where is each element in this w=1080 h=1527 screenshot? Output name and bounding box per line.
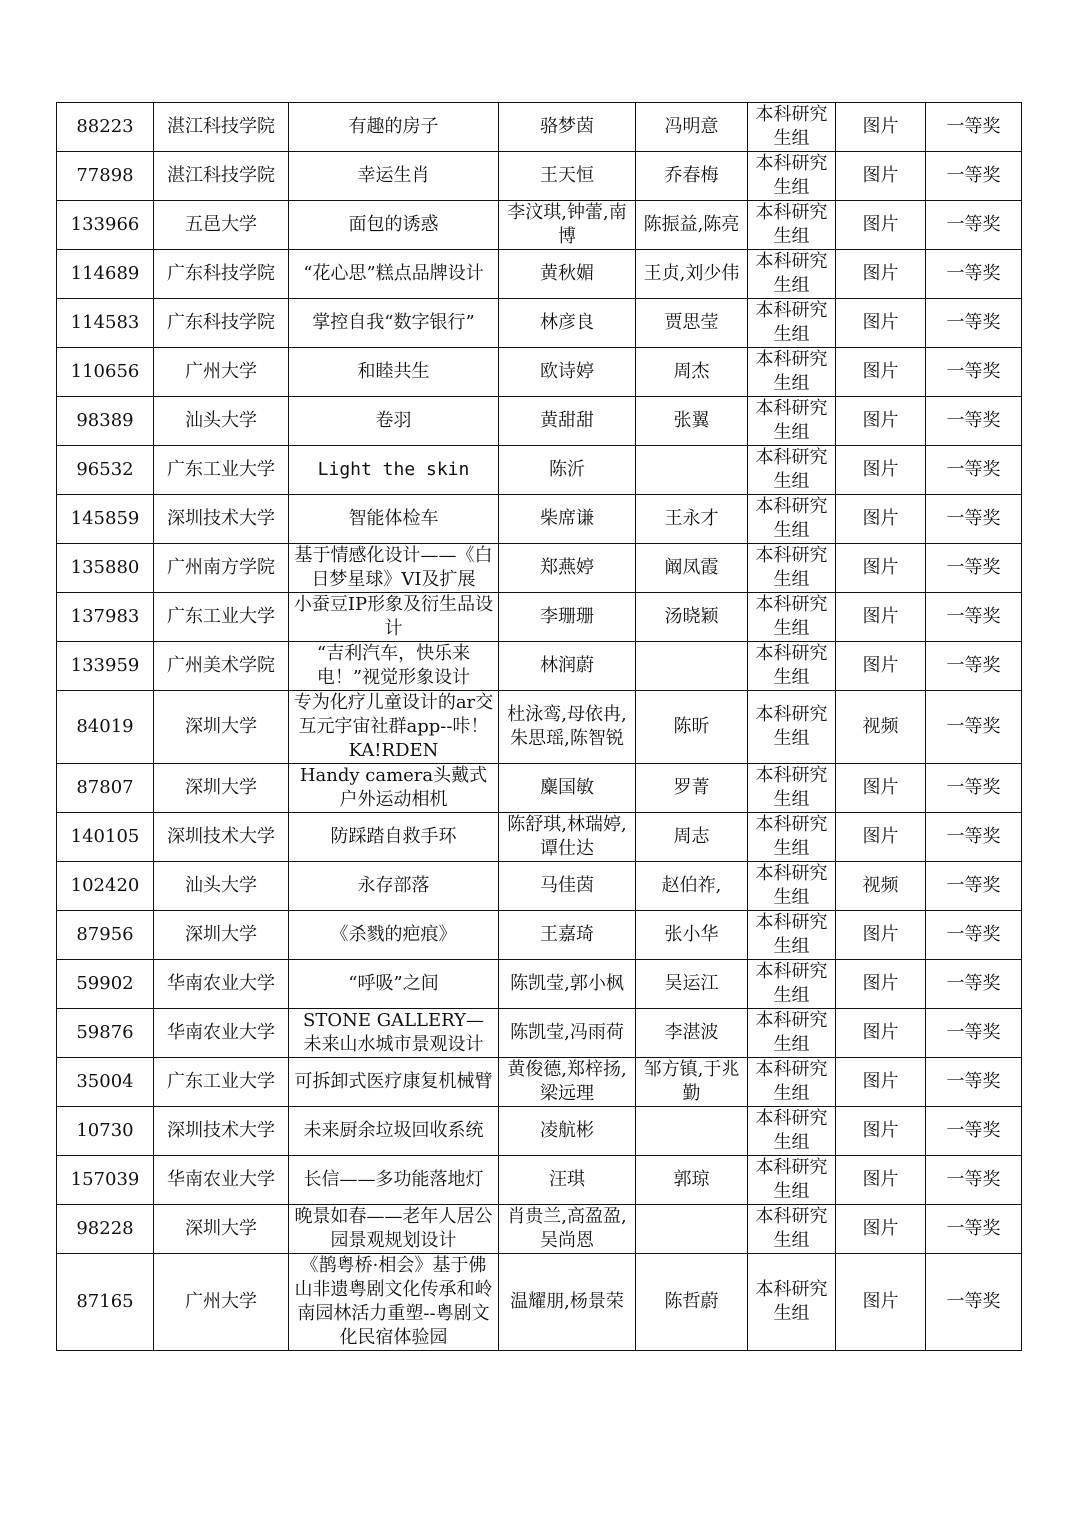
school: 深圳大学 [154,764,289,813]
school: 华南农业大学 [154,1009,289,1058]
advisor: 赵伯祚, [636,862,748,911]
advisor: 陈昕 [636,691,748,764]
authors: 骆梦茵 [499,103,636,152]
work-title: 防踩踏自救手环 [289,813,499,862]
school: 深圳技术大学 [154,1107,289,1156]
table-row [57,691,1022,764]
advisor: 吴运江 [636,960,748,1009]
category: 图片 [836,250,926,299]
authors: 王天恒 [499,152,636,201]
table-row [57,1156,1022,1205]
school: 广东工业大学 [154,593,289,642]
group: 本科研究生组 [748,691,836,764]
advisor: 郭琼 [636,1156,748,1205]
award: 一等奖 [926,397,1022,446]
authors: 黄甜甜 [499,397,636,446]
authors: 黄秋媚 [499,250,636,299]
award: 一等奖 [926,1254,1022,1351]
advisor: 阚凤霞 [636,544,748,593]
entry-id: 133966 [57,201,154,250]
school: 深圳技术大学 [154,495,289,544]
work-title: 可拆卸式医疗康复机械臂 [289,1058,499,1107]
advisor: 张小华 [636,911,748,960]
award: 一等奖 [926,544,1022,593]
work-title: 和睦共生 [289,348,499,397]
group: 本科研究生组 [748,862,836,911]
group: 本科研究生组 [748,495,836,544]
school: 汕头大学 [154,862,289,911]
entry-id: 157039 [57,1156,154,1205]
table-row [57,299,1022,348]
school: 深圳大学 [154,911,289,960]
entry-id: 98389 [57,397,154,446]
group: 本科研究生组 [748,764,836,813]
category: 图片 [836,911,926,960]
work-title: 面包的诱惑 [289,201,499,250]
school: 深圳大学 [154,691,289,764]
school: 广东工业大学 [154,1058,289,1107]
category: 图片 [836,1156,926,1205]
work-title: STONE GALLERY— 未来山水城市景观设计 [289,1009,499,1058]
school: 广州南方学院 [154,544,289,593]
category: 图片 [836,544,926,593]
group: 本科研究生组 [748,1058,836,1107]
group: 本科研究生组 [748,299,836,348]
category: 图片 [836,1205,926,1254]
entry-id: 87807 [57,764,154,813]
authors: 陈凯莹,冯雨荷 [499,1009,636,1058]
entry-id: 59876 [57,1009,154,1058]
entry-id: 59902 [57,960,154,1009]
work-title: 有趣的房子 [289,103,499,152]
table-row [57,642,1022,691]
group: 本科研究生组 [748,446,836,495]
advisor: 贾思莹 [636,299,748,348]
work-title: 幸运生肖 [289,152,499,201]
authors: 李珊珊 [499,593,636,642]
category: 图片 [836,299,926,348]
category: 图片 [836,152,926,201]
advisor: 陈振益,陈亮 [636,201,748,250]
work-title: 基于情感化设计——《白日梦星球》VI及扩展 [289,544,499,593]
work-title: Light the skin [289,446,499,495]
advisor [636,1205,748,1254]
school: 广东科技学院 [154,250,289,299]
school: 湛江科技学院 [154,152,289,201]
table-row [57,960,1022,1009]
category: 图片 [836,348,926,397]
award: 一等奖 [926,691,1022,764]
work-title: “呼吸”之间 [289,960,499,1009]
authors: 肖贵兰,高盈盈,吴尚恩 [499,1205,636,1254]
awards-table [56,102,1022,1351]
entry-id: 135880 [57,544,154,593]
category: 图片 [836,201,926,250]
group: 本科研究生组 [748,911,836,960]
award: 一等奖 [926,299,1022,348]
entry-id: 102420 [57,862,154,911]
entry-id: 98228 [57,1205,154,1254]
award: 一等奖 [926,593,1022,642]
group: 本科研究生组 [748,813,836,862]
work-title: 《鹊粤桥·相会》基于佛山非遗粤剧文化传承和岭南园林活力重塑--粤剧文化民宿体验园 [289,1254,499,1351]
advisor: 王永才 [636,495,748,544]
award: 一等奖 [926,862,1022,911]
authors: 温耀朋,杨景荣 [499,1254,636,1351]
table-row [57,397,1022,446]
group: 本科研究生组 [748,250,836,299]
entry-id: 77898 [57,152,154,201]
category: 图片 [836,642,926,691]
award: 一等奖 [926,495,1022,544]
table-row [57,813,1022,862]
authors: 李汶琪,钟蕾,南博 [499,201,636,250]
advisor: 冯明意 [636,103,748,152]
authors: 汪琪 [499,1156,636,1205]
award: 一等奖 [926,446,1022,495]
award: 一等奖 [926,1009,1022,1058]
group: 本科研究生组 [748,642,836,691]
category: 视频 [836,862,926,911]
award: 一等奖 [926,103,1022,152]
advisor: 张翼 [636,397,748,446]
advisor [636,1107,748,1156]
authors: 林彦良 [499,299,636,348]
group: 本科研究生组 [748,544,836,593]
entry-id: 35004 [57,1058,154,1107]
authors: 王嘉琦 [499,911,636,960]
table-row [57,544,1022,593]
work-title: “花心思”糕点品牌设计 [289,250,499,299]
category: 图片 [836,1107,926,1156]
award: 一等奖 [926,1156,1022,1205]
authors: 黄俊德,郑梓扬,梁远理 [499,1058,636,1107]
work-title: 晚景如春——老年人居公园景观规划设计 [289,1205,499,1254]
school: 深圳技术大学 [154,813,289,862]
work-title: 卷羽 [289,397,499,446]
entry-id: 87956 [57,911,154,960]
advisor: 乔春梅 [636,152,748,201]
advisor: 陈哲蔚 [636,1254,748,1351]
category: 图片 [836,1009,926,1058]
entry-id: 133959 [57,642,154,691]
work-title: 永存部落 [289,862,499,911]
advisor: 周志 [636,813,748,862]
table-row [57,593,1022,642]
authors: 马佳茵 [499,862,636,911]
table-row [57,1058,1022,1107]
award: 一等奖 [926,911,1022,960]
entry-id: 84019 [57,691,154,764]
work-title: 未来厨余垃圾回收系统 [289,1107,499,1156]
advisor: 汤晓颖 [636,593,748,642]
group: 本科研究生组 [748,152,836,201]
authors: 杜泳鸾,母依冉,朱思瑶,陈智锐 [499,691,636,764]
authors: 凌航彬 [499,1107,636,1156]
award: 一等奖 [926,1058,1022,1107]
table-row [57,495,1022,544]
entry-id: 10730 [57,1107,154,1156]
category: 图片 [836,764,926,813]
group: 本科研究生组 [748,960,836,1009]
authors: 欧诗婷 [499,348,636,397]
award: 一等奖 [926,764,1022,813]
award: 一等奖 [926,201,1022,250]
group: 本科研究生组 [748,1254,836,1351]
advisor: 邹方镇,于兆勤 [636,1058,748,1107]
advisor: 罗菁 [636,764,748,813]
authors: 麋国敏 [499,764,636,813]
category: 图片 [836,446,926,495]
table-row [57,764,1022,813]
authors: 郑燕婷 [499,544,636,593]
table-row [57,103,1022,152]
authors: 陈凯莹,郭小枫 [499,960,636,1009]
category: 图片 [836,813,926,862]
school: 广东工业大学 [154,446,289,495]
category: 图片 [836,1058,926,1107]
group: 本科研究生组 [748,1009,836,1058]
entry-id: 88223 [57,103,154,152]
work-title: 专为化疗儿童设计的ar交互元宇宙社群app--咔！KA!RDEN [289,691,499,764]
award: 一等奖 [926,152,1022,201]
entry-id: 137983 [57,593,154,642]
advisor [636,642,748,691]
award: 一等奖 [926,348,1022,397]
work-title: 智能体检车 [289,495,499,544]
table-row [57,1009,1022,1058]
award: 一等奖 [926,1107,1022,1156]
award: 一等奖 [926,250,1022,299]
category: 视频 [836,691,926,764]
award: 一等奖 [926,1205,1022,1254]
school: 广东科技学院 [154,299,289,348]
school: 五邑大学 [154,201,289,250]
category: 图片 [836,397,926,446]
school: 广州大学 [154,348,289,397]
school: 广州美术学院 [154,642,289,691]
authors: 陈沂 [499,446,636,495]
group: 本科研究生组 [748,397,836,446]
table-row [57,1107,1022,1156]
authors: 林润蔚 [499,642,636,691]
table-row [57,201,1022,250]
entry-id: 110656 [57,348,154,397]
group: 本科研究生组 [748,1107,836,1156]
advisor: 王贞,刘少伟 [636,250,748,299]
category: 图片 [836,1254,926,1351]
entry-id: 114583 [57,299,154,348]
award: 一等奖 [926,960,1022,1009]
school: 汕头大学 [154,397,289,446]
entry-id: 87165 [57,1254,154,1351]
authors: 柴席谦 [499,495,636,544]
entry-id: 140105 [57,813,154,862]
advisor [636,446,748,495]
work-title: 长信——多功能落地灯 [289,1156,499,1205]
advisor: 李湛波 [636,1009,748,1058]
table-row [57,862,1022,911]
school: 华南农业大学 [154,960,289,1009]
group: 本科研究生组 [748,593,836,642]
category: 图片 [836,960,926,1009]
school: 湛江科技学院 [154,103,289,152]
table-row [57,348,1022,397]
work-title: 小蚕豆IP形象及衍生品设计 [289,593,499,642]
entry-id: 114689 [57,250,154,299]
entry-id: 145859 [57,495,154,544]
advisor: 周杰 [636,348,748,397]
table-row [57,1254,1022,1351]
table-row [57,250,1022,299]
awards-table-body [57,103,1022,1351]
entry-id: 96532 [57,446,154,495]
work-title: “吉利汽车，快乐来电！”视觉形象设计 [289,642,499,691]
group: 本科研究生组 [748,348,836,397]
group: 本科研究生组 [748,103,836,152]
work-title: 掌控自我“数字银行” [289,299,499,348]
category: 图片 [836,103,926,152]
school: 广州大学 [154,1254,289,1351]
table-row [57,446,1022,495]
table-row [57,152,1022,201]
group: 本科研究生组 [748,201,836,250]
award: 一等奖 [926,642,1022,691]
category: 图片 [836,495,926,544]
group: 本科研究生组 [748,1156,836,1205]
work-title: Handy camera头戴式户外运动相机 [289,764,499,813]
school: 华南农业大学 [154,1156,289,1205]
school: 深圳大学 [154,1205,289,1254]
work-title: 《杀戮的疤痕》 [289,911,499,960]
group: 本科研究生组 [748,1205,836,1254]
authors: 陈舒琪,林瑞婷,谭仕达 [499,813,636,862]
table-row [57,1205,1022,1254]
category: 图片 [836,593,926,642]
table-row [57,911,1022,960]
award: 一等奖 [926,813,1022,862]
